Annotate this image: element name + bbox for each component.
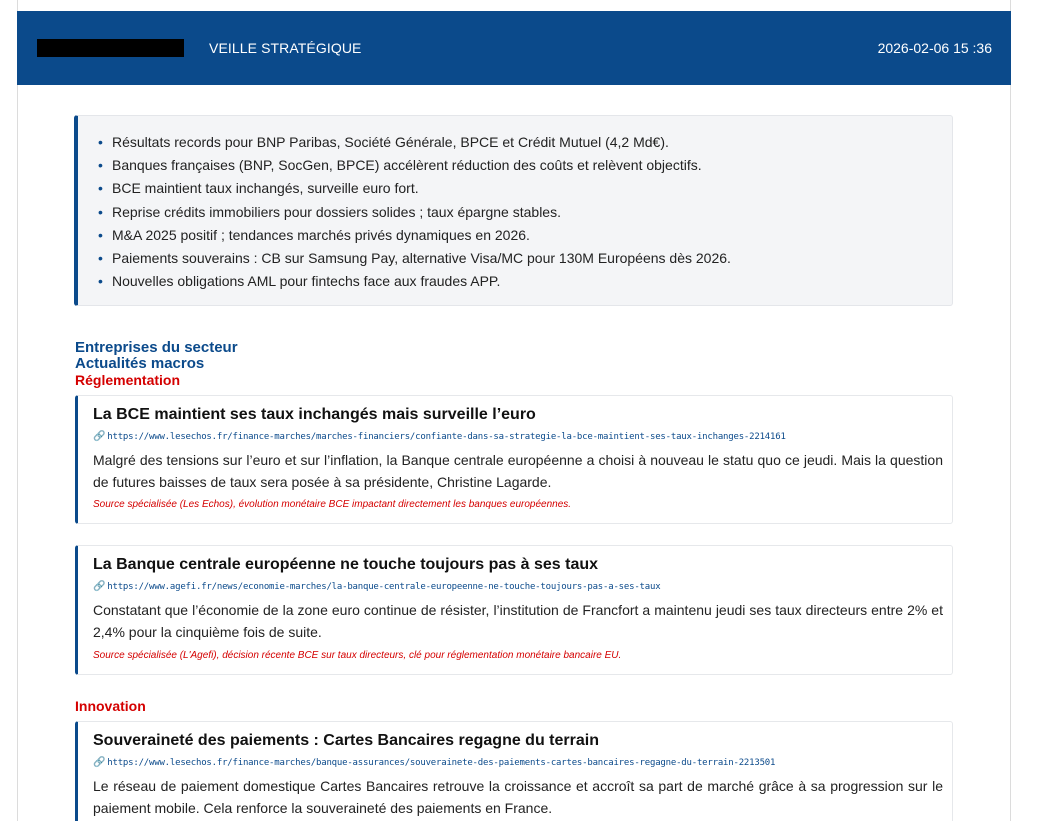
article-title[interactable]: La Banque centrale européenne ne touche toujours pas à ses taux: [93, 556, 599, 573]
summary-item: [98, 177, 731, 200]
section-heading-innovation: Innovation: [75, 698, 146, 714]
summary-item: [98, 131, 731, 154]
article-title[interactable]: Souveraineté des paiements : Cartes Bancaires regagne du terrain: [93, 732, 599, 749]
article-card: [75, 721, 953, 821]
bullet-icon: •: [98, 250, 103, 267]
link-icon: 🔗: [93, 431, 106, 442]
article-link[interactable]: [93, 757, 775, 768]
summary-item: [98, 224, 731, 247]
nav-link-macros[interactable]: Actualités macros: [75, 355, 205, 372]
link-icon: 🔗: [93, 581, 106, 592]
article-title[interactable]: La BCE maintient ses taux inchangés mais surveille l’euro: [93, 406, 536, 423]
summary-item-text: Paiements souverains : CB sur Samsung Pay, alternative Visa/MC pour 130M Européens dès 2026.: [112, 250, 731, 267]
link-icon: 🔗: [93, 757, 106, 768]
redacted-logo: [37, 39, 184, 57]
article-url[interactable]: https://www.lesechos.fr/finance-marches/marches-financiers/confiante-dans-sa-strategie-la-bce-maintient-ses-taux-inchanges-2214161: [107, 432, 786, 442]
article-url[interactable]: https://www.agefi.fr/news/economie-marches/la-banque-centrale-europeenne-ne-touche-toujours-pas-a-ses-taux: [107, 582, 661, 592]
article-url[interactable]: https://www.lesechos.fr/finance-marches/banque-assurances/souverainete-des-paiements-cartes-bancaires-regagne-du-terrain-2213501: [107, 758, 776, 768]
summary-box: [74, 115, 953, 306]
summary-item: [98, 154, 731, 177]
page-title: VEILLE STRATÉGIQUE: [209, 40, 362, 56]
summary-item: [98, 201, 731, 224]
summary-item-text: Nouvelles obligations AML pour fintechs face aux fraudes APP.: [112, 273, 501, 290]
article-link[interactable]: [93, 581, 660, 592]
bullet-icon: •: [98, 134, 103, 150]
article-card: [75, 545, 953, 675]
article-summary: Malgré des tensions sur l’euro et sur l’inflation, la Banque centrale européenne a choisi à nouveau le statu quo ce jeudi. Mais la question de futures baisses de taux sera posée à sa présidente, Christine Lagarde.: [93, 452, 943, 490]
section-heading-reglementation: Réglementation: [75, 372, 181, 388]
article-source-note: Source spécialisée (Les Echos), évolution monétaire BCE impactant directement les banques européennes.: [93, 499, 572, 510]
bullet-icon: •: [98, 273, 103, 290]
bullet-icon: •: [98, 226, 103, 243]
summary-item-text: Résultats records pour BNP Paribas, Société Générale, BPCE et Crédit Mutuel (4,2 Md€).: [112, 134, 669, 150]
bullet-icon: •: [98, 203, 103, 220]
summary-list: [98, 131, 731, 293]
article-link[interactable]: [93, 431, 786, 442]
summary-item-text: Reprise crédits immobiliers pour dossiers solides ; taux épargne stables.: [112, 203, 561, 220]
summary-item-text: BCE maintient taux inchangés, surveille euro fort.: [112, 180, 419, 197]
nav-link-entreprises[interactable]: Entreprises du secteur: [75, 339, 238, 356]
header-bar: [17, 11, 1011, 85]
article-source-note: Source spécialisée (L'Agefi), décision récente BCE sur taux directeurs, clé pour réglementation monétaire bancaire EU.: [93, 650, 622, 661]
bullet-icon: •: [98, 157, 103, 174]
summary-item-text: M&A 2025 positif ; tendances marchés privés dynamiques en 2026.: [112, 226, 530, 243]
summary-item: [98, 247, 731, 270]
article-card: [75, 395, 953, 524]
bullet-icon: •: [98, 180, 103, 197]
article-summary: Constatant que l’économie de la zone euro continue de résister, l’institution de Francfort a maintenu jeudi ses taux directeurs entre 2% et 2,4% pour la cinquième fois de suite.: [93, 602, 943, 640]
article-summary: Le réseau de paiement domestique Cartes Bancaires retrouve la croissance et accroît sa part de marché grâce à sa progression sur le paiement mobile. Cela renforce la souveraineté des paiements en France.: [93, 778, 943, 816]
summary-item: [98, 270, 731, 293]
summary-item-text: Banques françaises (BNP, SocGen, BPCE) accélèrent réduction des coûts et relèvent objectifs.: [112, 157, 702, 174]
header-datetime: 2026-02-06 15 :36: [877, 40, 992, 56]
